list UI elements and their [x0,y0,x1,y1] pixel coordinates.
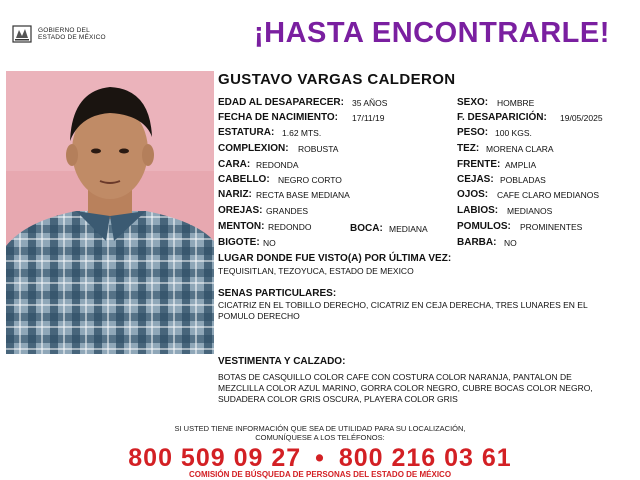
clothing-label: VESTIMENTA Y CALZADO: [218,356,346,367]
commission-name: COMISIÓN DE BÚSQUEDA DE PERSONAS DEL ESTADO DE MÉXICO [188,470,452,479]
beard-value: NO [504,238,517,248]
last-seen-label: LUGAR DONDE FUE VISTO(A) POR ÚLTIMA VEZ: [218,253,452,264]
build-value: ROBUSTA [298,144,339,154]
hair-value: NEGRO CORTO [278,175,342,185]
cheekbones-value: PROMINENTES [520,222,583,232]
contact-note-line-1: SI USTED TIENE INFORMACIÓN QUE SEA DE UTILIDAD PARA SU LOCALIZACIÓN, [174,424,466,433]
height-value: 1.62 MTS. [282,128,322,138]
government-logo-text [38,27,106,41]
lips-value: MEDIANOS [507,206,553,216]
skin-label: TEZ: [457,143,480,154]
nose-label: NARIZ: [218,189,252,200]
forehead-label: FRENTE: [457,159,501,170]
sex-value: HOMBRE [497,98,535,108]
ears-label: OREJAS: [218,205,263,216]
weight-value: 100 KGS. [495,128,532,138]
face-label: CARA: [218,159,251,170]
gov-line-2: ESTADO DE MÉXICO [38,34,106,41]
chin-value: REDONDO [268,222,312,232]
sex-label: SEXO: [457,97,489,108]
gov-line-1: GOBIERNO DEL [38,27,90,34]
contact-note [0,424,640,442]
beard-label: BARBA: [457,237,497,248]
marks-label: SENAS PARTICULARES: [218,288,337,299]
disappearance-date-value: 19/05/2025 [560,113,603,123]
mouth-value: MEDIANA [389,224,428,234]
person-photo [6,71,214,354]
disappearance-date-label: F. DESAPARICIÓN: [457,112,547,123]
birthdate-value: 17/11/19 [352,113,385,123]
headline: ¡HASTA ENCONTRARLE! [254,17,610,49]
phone-separator: • [315,444,325,472]
age-label: EDAD AL DESAPARECER: [218,97,344,108]
lips-label: LABIOS: [457,205,499,216]
hair-label: CABELLO: [218,174,270,185]
forehead-value: AMPLIA [505,160,537,170]
ears-value: GRANDES [266,206,309,216]
mouth-label: BOCA: [350,223,383,234]
last-seen-value: TEQUISITLAN, TEZOYUCA, ESTADO DE MEXICO [218,266,414,276]
eyebrows-value: POBLADAS [500,175,546,185]
skin-value: MORENA CLARA [486,144,554,154]
eyes-label: OJOS: [457,189,489,200]
eyes-value: CAFE CLARO MEDIANOS [497,190,600,200]
state-coat-of-arms-icon [10,22,34,46]
weight-label: PESO: [457,127,489,138]
birthdate-label: FECHA DE NACIMIENTO: [218,112,338,123]
mustache-label: BIGOTE: [218,237,260,248]
clothing-value: BOTAS DE CASQUILLO COLOR CAFE CON COSTURA COLOR NARANJA, PANTALON DE MEZCLILLA COLOR AZUL MARINO, GORRA COLOR NEGRO, CUBRE BOCAS COLOR NEGRO, SUDADERA COLOR GRIS OSCURA, PLAYERA COLOR GRIS [218,372,593,404]
nose-value: RECTA BASE MEDIANA [256,190,350,200]
age-value: 35 AÑOS [352,98,388,108]
contact-note-line-2: COMUNÍQUESE A LOS TELÉFONOS: [255,433,385,442]
height-label: ESTATURA: [218,127,275,138]
mustache-value: NO [263,238,276,248]
marks-value: CICATRIZ EN EL TOBILLO DERECHO, CICATRIZ EN CEJA DERECHA, TRES LUNARES EN EL POMULO DERECHO [218,300,588,321]
phone-number-1[interactable]: 800 509 09 27 [128,444,302,472]
person-name: GUSTAVO VARGAS CALDERON [218,71,456,88]
cheekbones-label: POMULOS: [457,221,511,232]
phone-numbers [0,444,640,473]
phone-number-2[interactable]: 800 216 03 61 [338,444,512,472]
chin-label: MENTON: [218,221,265,232]
face-value: REDONDA [256,160,299,170]
build-label: COMPLEXION: [218,143,289,154]
eyebrows-label: CEJAS: [457,174,494,185]
